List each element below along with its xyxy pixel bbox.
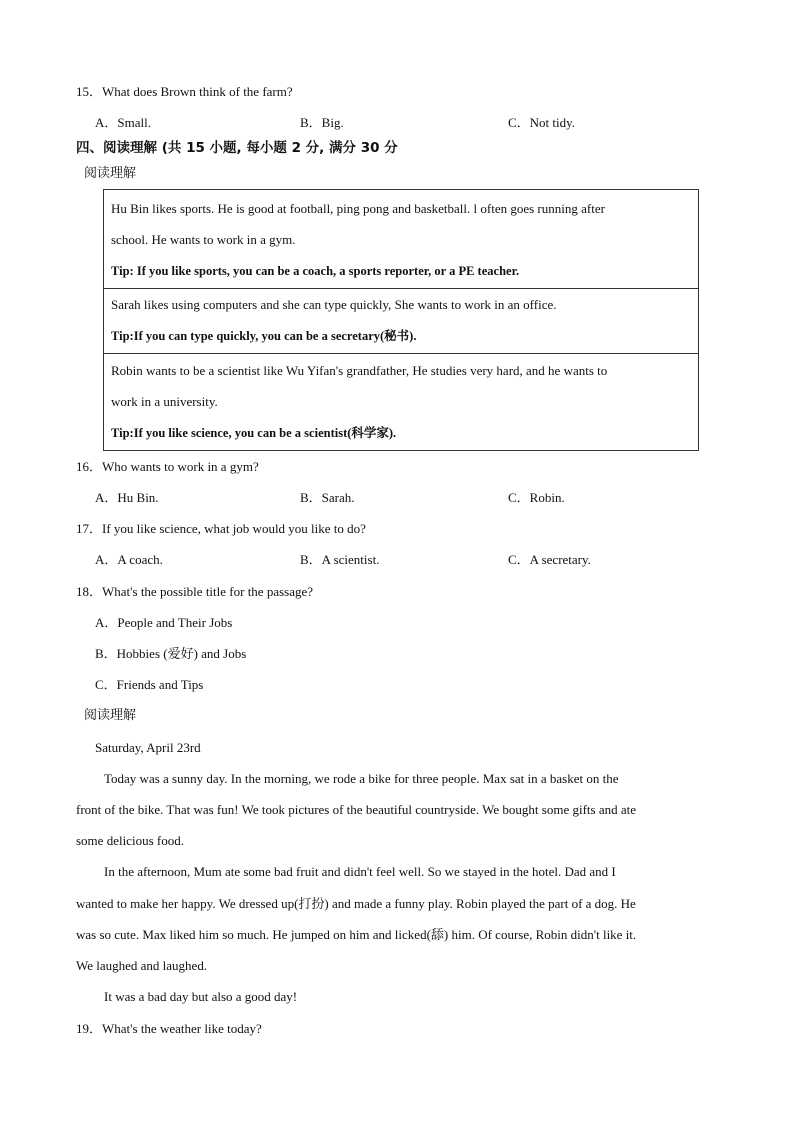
- section-subheading: 阅读理解: [84, 708, 137, 723]
- question-15: [76, 84, 293, 100]
- paragraph-line: We laughed and laughed.: [76, 958, 208, 973]
- question-number: 19．: [76, 1021, 103, 1036]
- option-b: B．Hobbies (爱好) and Jobs: [95, 646, 247, 661]
- row-text-line: school. He wants to work in a gym.: [111, 232, 296, 247]
- option-a: A．A coach.: [95, 552, 163, 567]
- option-a: A．Hu Bin.: [95, 490, 159, 505]
- question-text: What's the possible title for the passage?: [102, 584, 314, 599]
- question-number: 16．: [76, 459, 103, 474]
- section-heading: 四、阅读理解 (共 15 小题, 每小题 2 分, 满分 30 分: [76, 140, 398, 156]
- row-tip: Tip:If you can type quickly, you can be a secretary(秘书).: [111, 329, 417, 343]
- option-c: C．Robin.: [508, 490, 565, 505]
- row-tip: Tip:If you like science, you can be a scientist(科学家).: [111, 426, 397, 440]
- row-text-line: work in a university.: [111, 394, 218, 409]
- paragraph-line: In the afternoon, Mum ate some bad fruit and didn't feel well. So we stayed in the hotel. Dad and I: [104, 864, 616, 879]
- option-b: B．Big.: [300, 115, 344, 130]
- row-text-line: Robin wants to be a scientist like Wu Yifan's grandfather, He studies very hard, and he wants to: [111, 363, 608, 378]
- paragraph-line: some delicious food.: [76, 833, 184, 848]
- section-subheading: 阅读理解: [84, 166, 137, 181]
- question-number: 17．: [76, 521, 103, 536]
- paragraph-line: Today was a sunny day. In the morning, we rode a bike for three people. Max sat in a basket on the: [104, 771, 619, 786]
- table-row: [104, 289, 698, 354]
- question-text: If you like science, what job would you like to do?: [102, 521, 366, 536]
- paragraph-line: It was a bad day but also a good day!: [104, 989, 298, 1004]
- paragraph-line: was so cute. Max liked him so much. He jumped on him and licked(舔) him. Of course, Robin didn't like it.: [76, 927, 637, 942]
- question-text: Who wants to work in a gym?: [102, 459, 259, 474]
- question-number: 18．: [76, 584, 103, 599]
- table-row: [104, 354, 698, 450]
- question-16: [76, 459, 259, 475]
- option-a: A．People and Their Jobs: [95, 615, 233, 630]
- row-tip: Tip: If you like sports, you can be a coach, a sports reporter, or a PE teacher.: [111, 264, 520, 278]
- option-c: C．Not tidy.: [508, 115, 576, 130]
- paragraph-line: front of the bike. That was fun! We took pictures of the beautiful countryside. We bought some gifts and ate: [76, 802, 637, 817]
- reading-table: [103, 189, 699, 451]
- question-text: What's the weather like today?: [102, 1021, 262, 1036]
- option-c: C．A secretary.: [508, 552, 591, 567]
- question-text: What does Brown think of the farm?: [102, 84, 293, 99]
- paragraph-line: wanted to make her happy. We dressed up(打扮) and made a funny play. Robin played the part of a dog. He: [76, 896, 636, 911]
- question-18: [76, 584, 313, 600]
- option-a: A．Small.: [95, 115, 151, 130]
- option-c: C．Friends and Tips: [95, 677, 204, 692]
- option-b: B．A scientist.: [300, 552, 380, 567]
- row-text-line: Sarah likes using computers and she can type quickly, She wants to work in an office.: [111, 297, 557, 312]
- question-19: [76, 1021, 262, 1037]
- option-b: B．Sarah.: [300, 490, 355, 505]
- row-text-line: Hu Bin likes sports. He is good at football, ping pong and basketball. l often goes running after: [111, 201, 605, 216]
- table-row: [104, 190, 698, 289]
- question-number: 15．: [76, 84, 103, 99]
- diary-date: Saturday, April 23rd: [95, 740, 201, 755]
- question-17: [76, 521, 366, 537]
